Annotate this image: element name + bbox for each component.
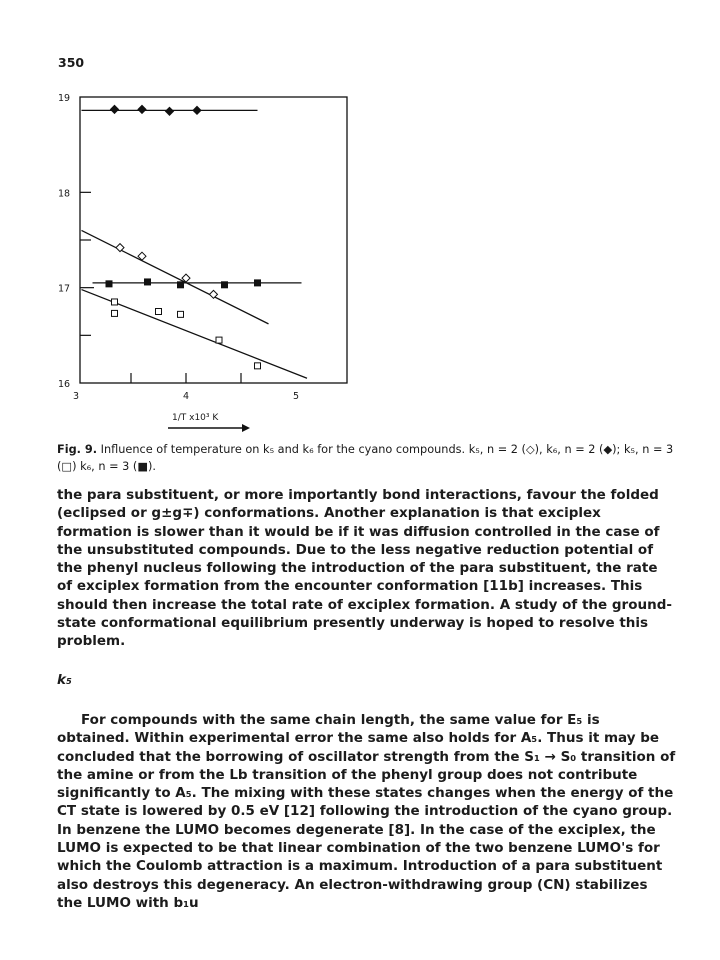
data-point-s3-5 (255, 363, 261, 369)
data-point-s2-0 (106, 281, 112, 287)
y-tick-label: 16 (58, 379, 71, 390)
data-point-s2-4 (255, 280, 261, 286)
x-tick-label: 3 (73, 391, 80, 402)
data-point-s3-2 (156, 309, 162, 315)
section-heading: k₅ (57, 671, 72, 688)
x-axis-label: 1/T x10³ K (172, 413, 219, 423)
chart-tick-labels (58, 93, 299, 402)
chart-xlabel-group (168, 413, 250, 432)
chart-fit-lines (82, 110, 308, 378)
data-point-s2-3 (222, 282, 228, 288)
figure-caption (57, 441, 677, 475)
data-point-s0-0 (111, 105, 119, 113)
x-tick-label: 4 (183, 391, 190, 402)
data-point-s0-2 (166, 107, 174, 115)
data-point-s2-1 (145, 279, 151, 285)
caption-label: Fig. 9. (57, 443, 98, 456)
y-tick-label: 19 (58, 93, 71, 104)
data-point-s3-1 (112, 310, 118, 316)
plot-frame (80, 97, 347, 383)
x-tick-label: 5 (293, 391, 300, 402)
paragraph-1: the para substituent, or more importantly bond interactions, favour the folded (eclipsed or g±g∓) conformations. Another explanation is that exciplex formation is slower than it would be if it was diffusion controlled in the case of the unsubstituted compounds. Due to the less negative reduction potential of the phenyl nucleus following the introduction of the para substituent, the rate of exciplex formation from the encounter conformation [11b] increases. This should then increase the total rate of exciplex formation. A study of the ground-state conformational equilibrium presently underway is hoped to resolve this problem. (57, 487, 672, 650)
y-tick-label: 18 (58, 188, 71, 200)
y-tick-label: 17 (58, 283, 71, 295)
caption-text: Influence of temperature on k₅ and k₆ for the cyano compounds. k₅, n = 2 (◇), k₆, n = 2 (◆); k₅, n = 3 (□) k₆, n = 3 (■). (57, 443, 674, 473)
fit-line-1 (82, 230, 269, 323)
data-point-s3-0 (112, 299, 118, 305)
x-axis-arrow-head (242, 424, 250, 432)
data-point-s3-3 (178, 311, 184, 317)
data-point-s3-4 (216, 337, 222, 343)
page-number: 350 (58, 55, 85, 70)
chart-axes (80, 97, 347, 383)
body-text (57, 486, 677, 912)
data-point-s2-2 (178, 282, 184, 288)
temperature-chart (0, 0, 720, 440)
data-point-s0-1 (138, 105, 146, 113)
data-point-s0-3 (193, 106, 201, 114)
paragraph-2: For compounds with the same chain length, the same value for E₅ is obtained. Within experimental error the same also holds for A₅. Thus it may be concluded that the borrowing of oscillator strength from the S₁ → S₀ transition of the amine or from the Lb transition of the phenyl group does not contribute significantly to A₅. The mixing with these states changes when the energy of the CT state is lowered by 0.5 eV [12] following the introduction of the cyano group. In benzene the LUMO becomes degenerate [8]. In the case of the exciplex, the LUMO is expected to be that linear combination of the two benzene LUMO's for which the Coulomb attraction is a maximum. Introduction of a para substituent also destroys this degeneracy. An electron-withdrawing group (CN) stabilizes the LUMO with b₁u (57, 711, 676, 911)
